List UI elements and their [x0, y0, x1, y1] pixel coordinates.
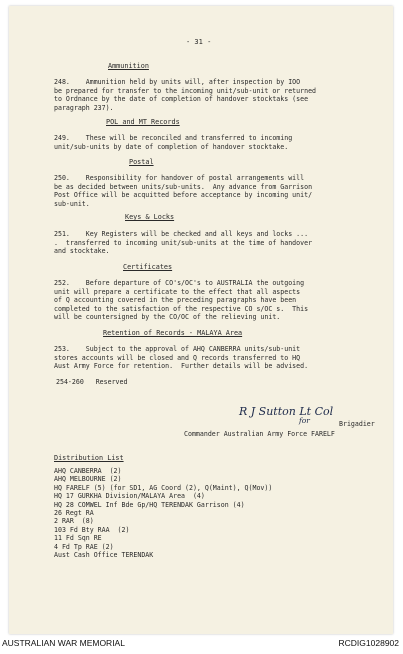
section-heading: Retention of Records - MALAYA Area	[103, 329, 243, 337]
document-page	[9, 6, 393, 634]
paragraph-line: of Q accounting covered in the preceding paragraphs have been	[54, 296, 297, 305]
paragraph-line: 252. Before departure of CO's/OC's to AUSTRALIA the outgoing	[54, 279, 305, 287]
paragraph-line: completed to the satisfaction of the respective CO s/OC s. This	[54, 304, 309, 313]
paragraph-line: . transferred to incoming unit/sub-units at the time of handover	[54, 238, 313, 247]
paragraph-line: 249. These will be reconciled and transferred to incoming	[54, 134, 293, 142]
section-heading: Postal	[129, 158, 154, 166]
signature-for: for	[299, 416, 310, 425]
paragraph-line: 248. Ammunition held by units will, after inspection by IOO	[54, 78, 301, 86]
paragraph-line: Post Office will be acquitted before acceptance by incoming unit/	[54, 191, 313, 200]
paragraph-line: be as decided between units/sub-units. Any advance from Garrison	[54, 182, 313, 191]
paragraph-line: be prepared for transfer to the incoming unit/sub-unit or returned	[54, 86, 317, 95]
paragraph-line: stores accounts will be closed and Q records transferred to HQ	[54, 353, 301, 362]
paragraph-line: to Ordnance by the date of completion of handover stocktaks (see	[54, 95, 309, 104]
paragraph-line: and stocktake.	[54, 247, 110, 256]
paragraph-line: sub-unit.	[54, 199, 90, 208]
distribution-item: 26 Regt RA	[54, 509, 94, 517]
footer-left: AUSTRALIAN WAR MEMORIAL	[2, 638, 125, 648]
distribution-item: 11 Fd Sqn RE	[54, 534, 102, 543]
distribution-item: HQ 28 COMWEL Inf Bde Gp/HQ TERENDAK Garrison (4)	[54, 500, 245, 509]
distribution-item: AHQ MELBOURNE (2)	[54, 475, 122, 484]
distribution-item: AHQ CANBERRA (2)	[54, 467, 122, 475]
distribution-item: 2 RAR (8)	[54, 517, 94, 526]
paragraph-line: 250. Responsibility for handover of postal arrangements will	[54, 174, 305, 182]
distribution-item: 103 Fd Bty RAA (2)	[54, 525, 130, 534]
signature-rank: Brigadier	[339, 420, 375, 428]
paragraph-line: unit/sub-units by date of completion of handover stocktake.	[54, 142, 289, 151]
reserved-line: 254-260 Reserved	[56, 378, 128, 386]
distribution-item: Aust Cash Office TERENDAK	[54, 551, 154, 559]
footer-right: RCDIG1028902	[338, 638, 399, 648]
distribution-item: HQ FARELF (5) (for SD1, AG Coord (2), Q(Maint), Q(Mov))	[54, 483, 273, 492]
distribution-heading: Distribution List	[54, 454, 124, 462]
paragraph-line: unit will prepare a certificate to the effect that all aspects	[54, 287, 301, 296]
handwritten-signature: R J Sutton Lt Col	[239, 405, 334, 418]
paragraph-line: Aust Army Force for retention. Further details will be advised.	[54, 362, 309, 371]
section-heading: Keys & Locks	[125, 213, 175, 221]
paragraph-line: will be countersigned by the CO/OC of the relieving unit.	[54, 313, 281, 322]
page-number: - 31 -	[186, 38, 212, 46]
paragraph-line: 253. Subject to the approval of AHQ CANBERRA units/sub-unit	[54, 345, 301, 353]
section-heading: Ammunition	[108, 62, 149, 70]
paragraph-line: paragraph 237).	[54, 103, 114, 112]
distribution-item: HQ 17 GURKHA Division/MALAYA Area (4)	[54, 492, 205, 501]
signature-title: Commander Australian Army Force FARELF	[184, 430, 335, 438]
section-heading: Certificates	[123, 263, 173, 271]
section-heading: POL and MT Records	[106, 118, 180, 126]
paragraph-line: 251. Key Registers will be checked and all keys and locks ...	[54, 230, 309, 238]
distribution-item: 4 Fd Tp RAE (2)	[54, 542, 114, 551]
